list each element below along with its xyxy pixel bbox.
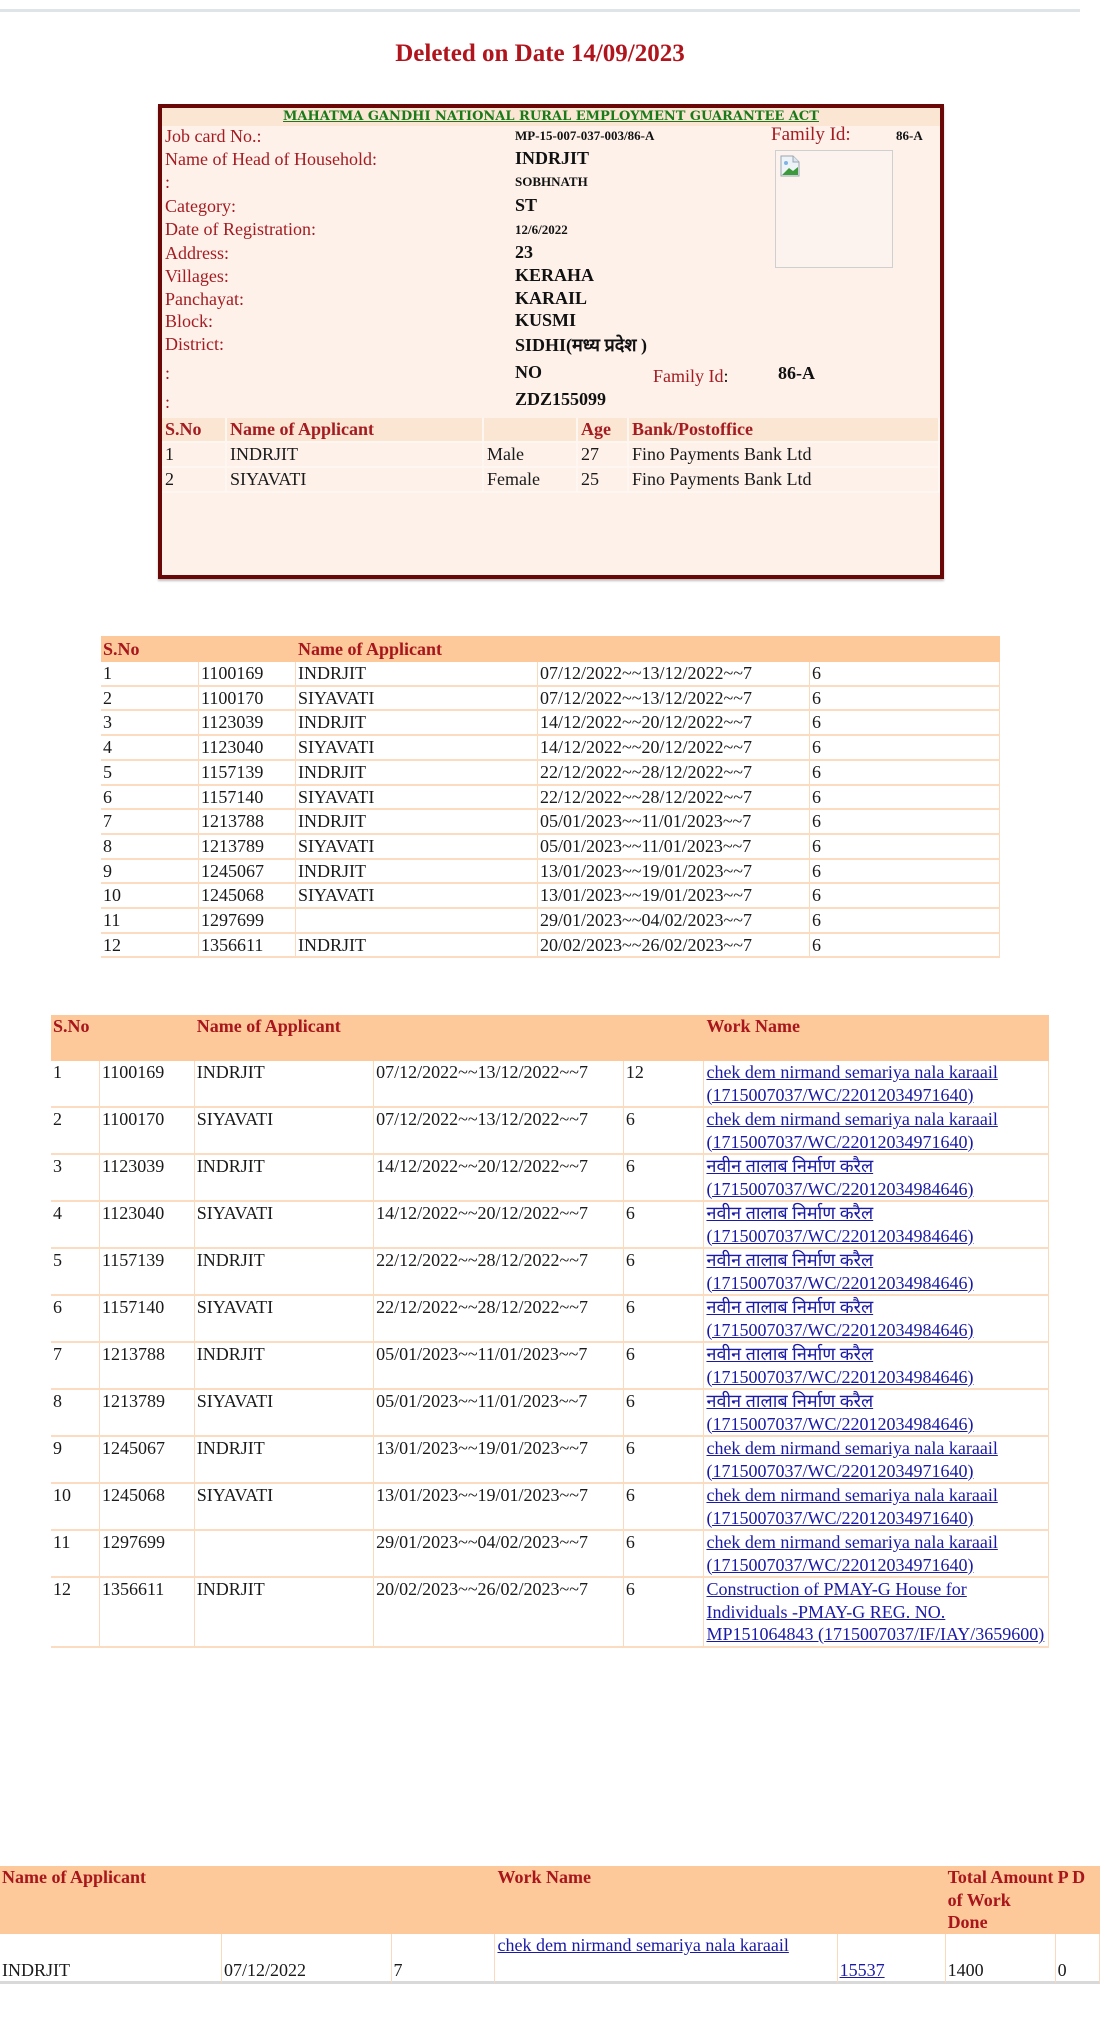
allocation-row — [51, 1578, 1049, 1648]
header-days — [810, 636, 1000, 662]
label-family-id: Family Id: — [771, 124, 851, 145]
allocation-row — [51, 1484, 1049, 1531]
cell-name: SIYAVATI — [296, 884, 538, 909]
cell-days: 6 — [623, 1249, 705, 1296]
cell-sno: 6 — [51, 1296, 100, 1343]
header-work-name: Work Name — [704, 1015, 1049, 1061]
label-district: District: — [165, 334, 224, 354]
allocation-row — [51, 1343, 1049, 1390]
cell-sno: 6 — [101, 786, 199, 811]
cell-period: 22/12/2022~~28/12/2022~~7 — [538, 761, 810, 786]
cell-name: INDRJIT — [195, 1061, 374, 1108]
work-code-link[interactable]: 15537 — [839, 1959, 885, 1980]
header-work-name: Work Name — [495, 1866, 837, 1934]
cell-work-name — [704, 1531, 1049, 1578]
cell-work-name — [704, 1484, 1049, 1531]
cell-period: 22/12/2022~~28/12/2022~~7 — [374, 1249, 623, 1296]
cell-name: INDRJIT — [296, 934, 538, 959]
allocation-row — [51, 1202, 1049, 1249]
cell-period: 13/01/2023~~19/01/2023~~7 — [374, 1484, 623, 1531]
allocation-row — [51, 1108, 1049, 1155]
cell-sno: 7 — [51, 1343, 100, 1390]
cell-period: 14/12/2022~~20/12/2022~~7 — [538, 736, 810, 761]
value-epic: ZDZ155099 — [515, 389, 607, 409]
label-registration-date: Date of Registration: — [165, 219, 316, 239]
label-panchayat: Panchayat: — [165, 289, 244, 309]
cell-work-name — [704, 1108, 1049, 1155]
cell-name: INDRJIT — [226, 442, 483, 467]
cell-work-name — [495, 1934, 837, 1984]
cell-name: SIYAVATI — [296, 835, 538, 860]
value-father: SOBHNATH — [515, 174, 588, 189]
cell-id: 1157140 — [100, 1296, 195, 1343]
work-name-link[interactable]: chek dem nirmand semariya nala karaail — [497, 1935, 789, 1955]
cell-total-amount: 1400 — [946, 1934, 1056, 1984]
cell-sno: 2 — [51, 1108, 100, 1155]
value-head-of-household: INDRJIT — [515, 148, 590, 168]
cell-sno: 3 — [101, 711, 199, 736]
cell-sno: 12 — [51, 1578, 100, 1648]
cell-period: 29/01/2023~~04/02/2023~~7 — [374, 1531, 623, 1578]
value-family-id-2: 86-A — [778, 363, 815, 383]
cell-bank: Fino Payments Bank Ltd — [628, 467, 939, 492]
label-block: Block: — [165, 311, 213, 331]
cell-id: 1245068 — [199, 884, 296, 909]
cell-days: 6 — [623, 1155, 705, 1202]
demand-row — [101, 761, 1000, 786]
cell-sno: 2 — [162, 467, 226, 492]
header-code — [838, 1866, 946, 1934]
value-family-id: 86-A — [896, 128, 923, 143]
cell-period: 14/12/2022~~20/12/2022~~7 — [374, 1155, 623, 1202]
cell-name: INDRJIT — [296, 860, 538, 885]
label-family-id-2 — [653, 366, 729, 387]
applicants-header-row — [162, 418, 939, 442]
demand-row — [101, 909, 1000, 934]
value-villages: KERAHA — [515, 265, 595, 285]
work-name-link[interactable]: नवीन तालाब निर्माण करैल (1715007037/WC/22012034984646) — [706, 1344, 974, 1387]
cell-name: SIYAVATI — [195, 1202, 374, 1249]
cell-days: 6 — [623, 1202, 705, 1249]
cell-sno: 12 — [101, 934, 199, 959]
work-name-link[interactable]: नवीन तालाब निर्माण करैल (1715007037/WC/22012034984646) — [706, 1250, 974, 1293]
cell-name: SIYAVATI — [195, 1390, 374, 1437]
cell-name — [195, 1531, 374, 1578]
cell-gender: Female — [483, 467, 577, 492]
header-date — [222, 1866, 392, 1934]
header-id — [100, 1015, 195, 1061]
cell-id: 1213788 — [199, 810, 296, 835]
cell-period: 13/01/2023~~19/01/2023~~7 — [538, 884, 810, 909]
value-district: SIDHI(मध्य प्रदेश ) — [515, 335, 648, 355]
cell-days: 6 — [810, 687, 1000, 712]
cell-id: 1100169 — [199, 662, 296, 687]
demand-row — [101, 860, 1000, 885]
value-address: 23 — [515, 242, 533, 262]
cell-period: 05/01/2023~~11/01/2023~~7 — [538, 810, 810, 835]
cell-id: 1297699 — [100, 1531, 195, 1578]
cell-gender: Male — [483, 442, 577, 467]
cell-days: 6 — [623, 1578, 705, 1648]
demand-row — [101, 810, 1000, 835]
cell-sno: 10 — [101, 884, 199, 909]
label-address: Address: — [165, 243, 229, 263]
cell-id: 1123039 — [199, 711, 296, 736]
cell-id: 1157139 — [100, 1249, 195, 1296]
cell-name: SIYAVATI — [296, 736, 538, 761]
work-name-link[interactable]: chek dem nirmand semariya nala karaail (1715007037/WC/22012034971640) — [706, 1109, 998, 1152]
label-father: : — [165, 172, 171, 192]
header-sno: S.No — [162, 418, 226, 442]
applicants-table — [162, 418, 940, 493]
cell-work-name — [704, 1390, 1049, 1437]
cell-id: 1356611 — [199, 934, 296, 959]
cell-name: INDRJIT — [195, 1343, 374, 1390]
header-bank: Bank/Postoffice — [628, 418, 939, 442]
header-name: Name of Applicant — [226, 418, 483, 442]
cell-age: 27 — [577, 442, 628, 467]
cell-sno: 11 — [51, 1531, 100, 1578]
cell-work-name — [704, 1061, 1049, 1108]
cell-days: 6 — [810, 810, 1000, 835]
applicant-row — [162, 467, 939, 492]
cell-id: 1157140 — [199, 786, 296, 811]
header-total-amount: Total Amount of Work Done — [946, 1866, 1056, 1934]
allocation-row — [51, 1061, 1049, 1108]
work-name-link[interactable]: chek dem nirmand semariya nala karaail (1715007037/WC/22012034971640) — [706, 1062, 998, 1105]
cell-name: SIYAVATI — [296, 687, 538, 712]
cell-sno: 10 — [51, 1484, 100, 1531]
header-sno: S.No — [101, 636, 199, 662]
cell-id: 1123039 — [100, 1155, 195, 1202]
work-name-link[interactable]: chek dem nirmand semariya nala karaail (1715007037/WC/22012034971640) — [706, 1485, 998, 1528]
cell-sno: 4 — [51, 1202, 100, 1249]
work-done-row — [0, 1934, 1100, 1984]
cell-name: INDRJIT — [296, 662, 538, 687]
cell-name: SIYAVATI — [195, 1108, 374, 1155]
work-name-link[interactable]: chek dem nirmand semariya nala karaail (1715007037/WC/22012034971640) — [706, 1438, 998, 1481]
allocation-row — [51, 1390, 1049, 1437]
cell-period: 07/12/2022~~13/12/2022~~7 — [374, 1061, 623, 1108]
cell-sno: 1 — [51, 1061, 100, 1108]
cell-days: 6 — [810, 884, 1000, 909]
demand-row — [101, 934, 1000, 959]
cell-work-name — [704, 1578, 1049, 1648]
cell-id: 1100170 — [199, 687, 296, 712]
cell-sno: 5 — [101, 761, 199, 786]
value-panchayat: KARAIL — [515, 288, 588, 308]
label-head-of-household: Name of Head of Household: — [165, 149, 377, 169]
cell-days: 6 — [810, 860, 1000, 885]
cell-period: 14/12/2022~~20/12/2022~~7 — [538, 711, 810, 736]
cell-days: 6 — [810, 934, 1000, 959]
allocation-header-row — [51, 1015, 1049, 1061]
applicant-photo — [775, 150, 893, 268]
allocation-table — [51, 1015, 1049, 1648]
cell-bank: Fino Payments Bank Ltd — [628, 442, 939, 467]
cell-sno: 5 — [51, 1249, 100, 1296]
cell-work-name — [704, 1202, 1049, 1249]
cell-id: 1123040 — [199, 736, 296, 761]
cell-work-name — [704, 1249, 1049, 1296]
allocation-row — [51, 1437, 1049, 1484]
cell-name: INDRJIT — [195, 1249, 374, 1296]
allocation-row — [51, 1531, 1049, 1578]
cell-payment-due: 0 — [1056, 1934, 1100, 1984]
cell-period: 05/01/2023~~11/01/2023~~7 — [374, 1343, 623, 1390]
cell-id: 1213789 — [199, 835, 296, 860]
cell-name: INDRJIT — [195, 1437, 374, 1484]
demand-row — [101, 662, 1000, 687]
cell-period: 13/01/2023~~19/01/2023~~7 — [374, 1437, 623, 1484]
cell-days: 7 — [392, 1934, 496, 1984]
value-job-card-no: MP-15-007-037-003/86-A — [515, 128, 655, 143]
cell-sno: 7 — [101, 810, 199, 835]
cell-sno: 8 — [51, 1390, 100, 1437]
header-sno: S.No — [51, 1015, 100, 1061]
cell-period: 22/12/2022~~28/12/2022~~7 — [374, 1296, 623, 1343]
header-period — [538, 636, 810, 662]
header-age: Age — [577, 418, 628, 442]
cell-name: INDRJIT — [0, 1934, 222, 1984]
header-period — [374, 1015, 623, 1061]
cell-name: SIYAVATI — [195, 1484, 374, 1531]
cell-sno: 8 — [101, 835, 199, 860]
cell-sno: 9 — [51, 1437, 100, 1484]
cell-id: 1245067 — [100, 1437, 195, 1484]
cell-id: 1297699 — [199, 909, 296, 934]
cell-name — [296, 909, 538, 934]
broken-image-icon — [779, 155, 801, 177]
demand-row — [101, 687, 1000, 712]
label-family-id-2-text: Family Id — [653, 366, 724, 386]
cell-days: 6 — [810, 909, 1000, 934]
cell-period: 22/12/2022~~28/12/2022~~7 — [538, 786, 810, 811]
cell-sno: 1 — [101, 662, 199, 687]
cell-days: 6 — [623, 1108, 705, 1155]
cell-sno: 4 — [101, 736, 199, 761]
cell-sno: 9 — [101, 860, 199, 885]
work-name-link[interactable]: नवीन तालाब निर्माण करैल (1715007037/WC/22012034984646) — [706, 1297, 974, 1340]
cell-period: 07/12/2022~~13/12/2022~~7 — [538, 687, 810, 712]
demand-row — [101, 835, 1000, 860]
demand-row — [101, 736, 1000, 761]
cell-code — [838, 1934, 946, 1984]
cell-name: INDRJIT — [195, 1578, 374, 1648]
cell-days: 6 — [810, 786, 1000, 811]
header-name: Name of Applicant — [0, 1866, 222, 1934]
value-block: KUSMI — [515, 310, 577, 330]
cell-period: 13/01/2023~~19/01/2023~~7 — [538, 860, 810, 885]
cell-work-name — [704, 1343, 1049, 1390]
header-id — [199, 636, 296, 662]
cell-days: 6 — [623, 1484, 705, 1531]
work-done-header-row — [0, 1866, 1100, 1934]
cell-date: 07/12/2022 — [222, 1934, 392, 1984]
family-id-colon: : — [723, 366, 729, 386]
act-title-link[interactable]: MAHATMA GANDHI NATIONAL RURAL EMPLOYMENT GUARANTEE ACT — [283, 109, 819, 124]
demand-row — [101, 884, 1000, 909]
cell-id: 1100170 — [100, 1108, 195, 1155]
cell-period: 05/01/2023~~11/01/2023~~7 — [538, 835, 810, 860]
cell-name: INDRJIT — [296, 711, 538, 736]
cell-name: SIYAVATI — [195, 1296, 374, 1343]
cell-sno: 11 — [101, 909, 199, 934]
cell-id: 1245067 — [199, 860, 296, 885]
allocation-row — [51, 1249, 1049, 1296]
job-card — [158, 104, 944, 579]
cell-days: 6 — [623, 1296, 705, 1343]
cell-days: 6 — [810, 711, 1000, 736]
cell-period: 20/02/2023~~26/02/2023~~7 — [538, 934, 810, 959]
cell-days: 12 — [623, 1061, 705, 1108]
cell-name: SIYAVATI — [226, 467, 483, 492]
cell-days: 6 — [623, 1437, 705, 1484]
work-name-link[interactable]: नवीन तालाब निर्माण करैल (1715007037/WC/22012034984646) — [706, 1391, 974, 1434]
cell-period: 20/02/2023~~26/02/2023~~7 — [374, 1578, 623, 1648]
cell-days: 6 — [623, 1390, 705, 1437]
cell-period: 07/12/2022~~13/12/2022~~7 — [538, 662, 810, 687]
cell-days: 6 — [810, 662, 1000, 687]
cell-days: 6 — [810, 761, 1000, 786]
demand-row — [101, 786, 1000, 811]
cell-sno: 2 — [101, 687, 199, 712]
allocation-row — [51, 1296, 1049, 1343]
cell-sno: 1 — [162, 442, 226, 467]
demand-header-row — [101, 636, 1000, 662]
cell-days: 6 — [623, 1531, 705, 1578]
cell-id: 1245068 — [100, 1484, 195, 1531]
cell-period: 29/01/2023~~04/02/2023~~7 — [538, 909, 810, 934]
label-villages: Villages: — [165, 266, 229, 286]
cell-name: INDRJIT — [195, 1155, 374, 1202]
cell-work-name — [704, 1296, 1049, 1343]
cell-work-name — [704, 1155, 1049, 1202]
work-done-table — [0, 1866, 1100, 1984]
label-epic: : — [165, 392, 171, 412]
work-name-link[interactable]: नवीन तालाब निर्माण करैल (1715007037/WC/22012034984646) — [706, 1156, 974, 1199]
header-days — [623, 1015, 705, 1061]
cell-id: 1100169 — [100, 1061, 195, 1108]
cell-period: 14/12/2022~~20/12/2022~~7 — [374, 1202, 623, 1249]
header-days — [392, 1866, 496, 1934]
top-divider — [0, 9, 1080, 12]
header-name: Name of Applicant — [296, 636, 538, 662]
cell-age: 25 — [577, 467, 628, 492]
cell-days: 6 — [810, 736, 1000, 761]
cell-days: 6 — [810, 835, 1000, 860]
label-job-card-no: Job card No.: — [165, 126, 262, 146]
cell-id: 1356611 — [100, 1578, 195, 1648]
cell-period: 07/12/2022~~13/12/2022~~7 — [374, 1108, 623, 1155]
header-gender — [483, 418, 577, 442]
cell-id: 1213789 — [100, 1390, 195, 1437]
work-name-link[interactable]: नवीन तालाब निर्माण करैल (1715007037/WC/22012034984646) — [706, 1203, 974, 1246]
work-name-link[interactable]: Construction of PMAY-G House for Individuals -PMAY-G REG. NO. MP151064843 (1715007037/IF/IAY/3659600) — [706, 1579, 1045, 1644]
label-bpl: : — [165, 363, 171, 383]
demand-row — [101, 711, 1000, 736]
cell-id: 1213788 — [100, 1343, 195, 1390]
value-bpl: NO — [515, 362, 542, 382]
page-title: Deleted on Date 14/09/2023 — [395, 40, 685, 67]
work-name-link[interactable]: chek dem nirmand semariya nala karaail (1715007037/WC/22012034971640) — [706, 1532, 998, 1575]
cell-period: 05/01/2023~~11/01/2023~~7 — [374, 1390, 623, 1437]
cell-days: 6 — [623, 1343, 705, 1390]
allocation-row — [51, 1155, 1049, 1202]
demand-table — [101, 636, 1000, 958]
header-name: Name of Applicant — [195, 1015, 374, 1061]
value-category: ST — [515, 195, 538, 215]
cell-name: SIYAVATI — [296, 786, 538, 811]
cell-id: 1123040 — [100, 1202, 195, 1249]
value-registration-date: 12/6/2022 — [515, 222, 568, 237]
cell-name: INDRJIT — [296, 810, 538, 835]
header-payment-due: P D — [1056, 1866, 1100, 1934]
cell-name: INDRJIT — [296, 761, 538, 786]
applicant-row — [162, 442, 939, 467]
cell-work-name — [704, 1437, 1049, 1484]
cell-sno: 3 — [51, 1155, 100, 1202]
cell-id: 1157139 — [199, 761, 296, 786]
label-category: Category: — [165, 196, 236, 216]
